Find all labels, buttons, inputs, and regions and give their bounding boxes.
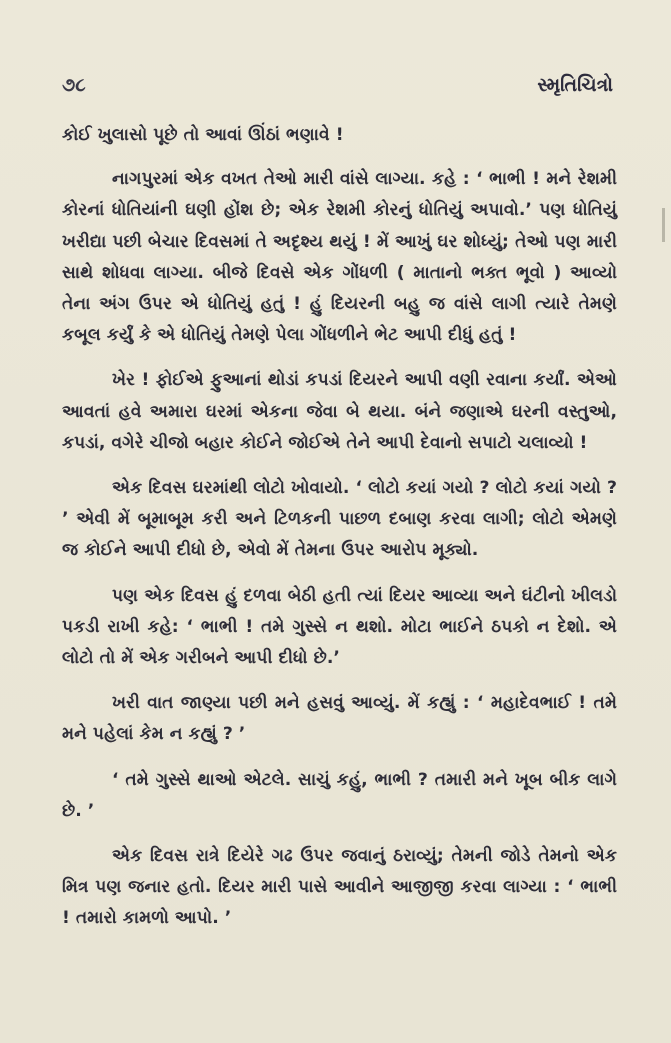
page-number: ૭૮ (62, 74, 86, 96)
paragraph-4: એક દિવસ ઘરમાંથી લોટો ખોવાયો. ‘ લોટો કયાં ગયો ? લોટો કયાં ગયો ? ’ એવી મેં બૂમાબૂમ કરી અને ટિળકની પાછળ દબાણ કરવા લાગી; લોટો એમણે જ કોઈને આપી દીધો છે, એવો મેં તેમના ઉપર આરોપ મૂક્યો. (62, 478, 617, 561)
running-title: સ્મૃતિચિત્રો (537, 74, 613, 96)
paragraph-7: ‘ તમે ગુસ્સે થાઓ એટલે. સાચું કહું, ભાભી ? તમારી મને ખૂબ બીક લાગે છે. ’ (62, 769, 617, 821)
paragraph-6: ખરી વાત જાણ્યા પછી મને હસવું આવ્યું. મેં કહ્યું : ‘ મહાદેવભાઈ ! તમે મને પહેલાં કેમ ન કહ્યું ? ’ (62, 693, 617, 745)
paragraph-5: પણ એક દિવસ હું દળવા બેઠી હતી ત્યાં દિયર આવ્યા અને ઘંટીનો ખીલડો પકડી રાખી કહે: ‘ ભાભી ! તમે ગુસ્સે ન થશો. મોટા ભાઈને ઠપકો ન દેશો. એ લોટો તો મેં એક ગરીબને આપી દીધો છે.’ (62, 585, 617, 669)
paragraph-8: એક દિવસ રાત્રે દિયેરે ગઢ ઉપર જવાનું ઠરાવ્યું; તેમની જોડે તેમનો એક મિત્ર પણ જનાર હતો. દિયર મારી પાસે આવીને આજીજી કરવા લાગ્યા : ‘ ભાભી ! તમારો કામળો આપો. ’ (62, 846, 617, 929)
paragraph-3: ખેર ! ફોઈએ ફુઆનાં થોડાં કપડાં દિયરને આપી વણી રવાના કર્યાં. એઓ આવતાં હવે અમારા ઘરમાં એકના જેવા બે થયા. બંને જણાએ ઘરની વસ્તુઓ, કપડાં, વગેરે ચીજો બહાર કોઈને જોઈએ તેને આપી દેવાનો સપાટો ચલાવ્યો ! (62, 370, 617, 453)
paragraph-1: કોઈ ખુલાસો પૂછે તો આવાં ઊંઠાં ભણાવે ! (62, 125, 344, 145)
paragraph-2: નાગપુરમાં એક વખત તેઓ મારી વાંસે લાગ્યા. કહે : ‘ ભાભી ! મને રેશમી કોરનાં ધોતિયાંની ઘણી હોંશ છે; એક રેશમી કોરનું ધોતિયું અપાવો.’ પણ ધોતિયું ખરીદ્યા પછી બેચાર દિવસમાં તે અદૃશ્ય થયું ! મેં આખું ઘર શોધ્યું; તેઓ પણ મારી સાથે શોધવા લાગ્યા. બીજે દિવસે એક ગોંધળી ( માતાનો ભક્ત ભૂવો ) આવ્યો તેના અંગ ઉપર એ ધોતિયું હતું ! હું દિયરની બહુ જ વાંસે લાગી ત્યારે તેમણે કબૂલ કર્યું કે એ ધોતિયું તેમણે પેલા ગોંધળીને ભેટ આપી દીધું હતું ! (62, 169, 617, 346)
page-header (62, 74, 613, 96)
page-edge-mark (662, 208, 665, 242)
page-body (62, 120, 617, 949)
